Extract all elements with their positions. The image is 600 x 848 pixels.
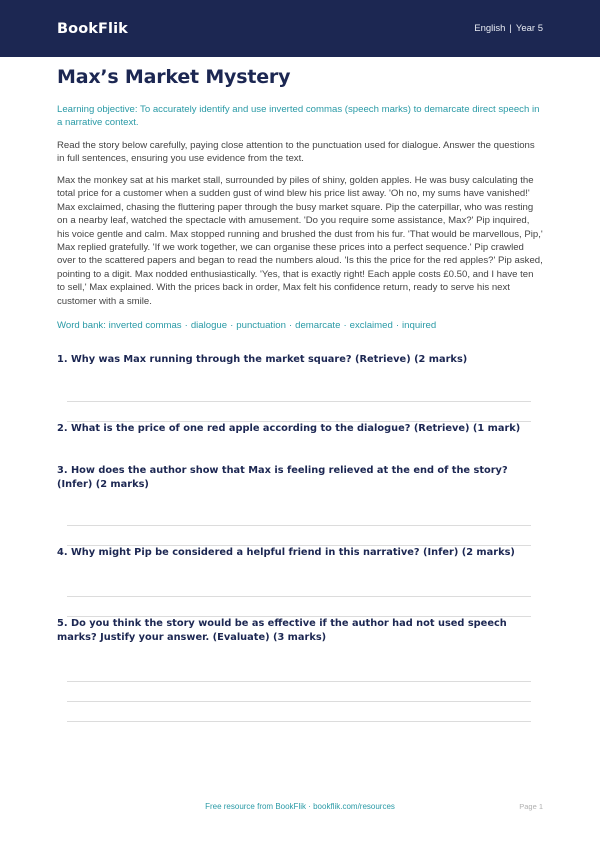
word-bank-word: inquired bbox=[402, 320, 437, 332]
page-number: Page 1 bbox=[519, 802, 543, 811]
instructions: Read the story below carefully, paying close attention to the punctuation used for dialogue. Answer the questions in full sentences, ensuring you use evidence from the text. bbox=[57, 140, 535, 164]
word-bank-word: demarcate bbox=[295, 320, 341, 332]
answer-line[interactable] bbox=[67, 525, 531, 526]
word-bank-word: dialogue bbox=[190, 320, 228, 332]
brand-logo[interactable]: BookFlik bbox=[57, 20, 128, 37]
footer-link[interactable]: Free resource from BookFlik · bookflik.com/resources bbox=[205, 802, 395, 811]
word-bank-label: Word bank: bbox=[57, 320, 106, 332]
story-text: Max the monkey sat at his market stall, surrounded by piles of shiny, golden apples. He was busy calculating the total price for a customer when a sudden gust of wind blew his price list away. 'Oh no, my sums have vanished!' Max exclaimed, chasing the fluttering paper through the busy market square. Pip the caterpillar, who was resting on a nearby leaf, watched the spectacle with amusement. 'Do you require some assistance, Max?' Pip inquired, his voice gentle and calm. Max stopped running and brushed the dust from his fur. 'That would be marvellous, Pip,' Max replied gratefully. 'If we work together, we can organise these prices into a perfect sequence.' Pip crawled over to the scattered papers and began to read the numbers aloud. 'Is this the price for the red apples?' Pip asked, pointing to a digit. Max nodded enthusiastically. 'Yes, that is exactly right! Each apple costs £0.50, and I have ten to sell,' Max explained. With the prices back in order, Max felt his confidence return, ready to serve his next customer with a smile. bbox=[57, 175, 543, 307]
header-bar bbox=[0, 0, 600, 57]
word-bank-word: inverted commas bbox=[108, 320, 182, 332]
question-4: 4. Why might Pip be considered a helpful friend in this narrative? (Infer) (2 marks) bbox=[57, 547, 515, 559]
answer-line[interactable] bbox=[67, 596, 531, 597]
answer-line[interactable] bbox=[67, 401, 531, 402]
question-1: 1. Why was Max running through the market square? (Retrieve) (2 marks) bbox=[57, 354, 468, 366]
question-5: 5. Do you think the story would be as effective if the author had not used speech marks? Justify your answer. (Evaluate) (3 marks) bbox=[57, 618, 507, 644]
subject-label bbox=[474, 23, 543, 34]
word-bank-word: exclaimed bbox=[349, 320, 393, 332]
page-title: Max’s Market Mystery bbox=[57, 66, 291, 88]
answer-line[interactable] bbox=[67, 681, 531, 682]
question-2: 2. What is the price of one red apple according to the dialogue? (Retrieve) (1 mark) bbox=[57, 423, 521, 435]
year-group: Year 5 bbox=[515, 23, 543, 34]
separator: | bbox=[509, 23, 512, 34]
answer-line[interactable] bbox=[67, 701, 531, 702]
subject-name: English bbox=[474, 23, 506, 34]
learning-objective: Learning objective: To accurately identify and use inverted commas (speech marks) to demarcate direct speech in a narrative context. bbox=[57, 104, 540, 128]
question-3: 3. How does the author show that Max is feeling relieved at the end of the story? (Infer) (2 marks) bbox=[57, 465, 508, 491]
word-bank-word: punctuation bbox=[236, 320, 286, 332]
word-bank: Word bank: inverted commas · dialogue · punctuation · demarcate · exclaimed · inquired bbox=[57, 320, 437, 332]
answer-line[interactable] bbox=[67, 721, 531, 722]
worksheet-content bbox=[0, 66, 600, 722]
